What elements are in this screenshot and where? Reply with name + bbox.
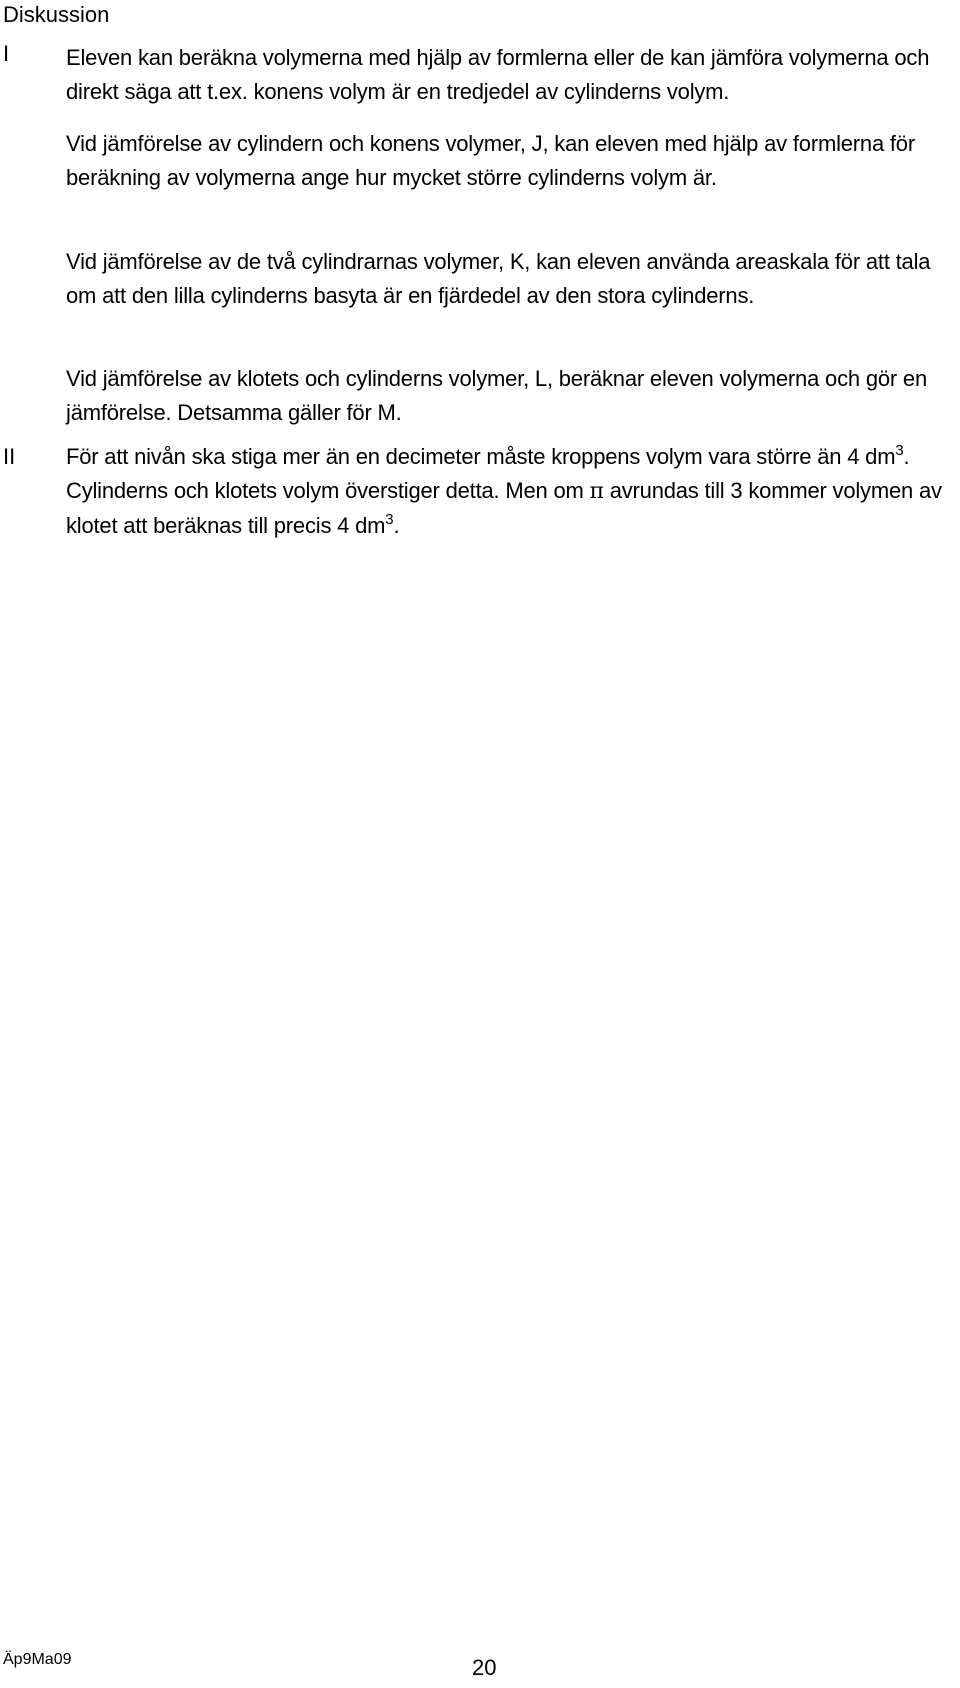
paragraph-i-3: Vid jämförelse av de två cylindrarnas volymer, K, kan eleven använda areaskala för att tala om att den lilla cylinderns basyta är en fjärdedel av den stora cylinderns. — [66, 249, 931, 308]
roman-numeral-i: I — [3, 41, 10, 66]
paragraph-ii-text-2: . Cylinderns och klotets volym överstiger detta. Men om — [66, 444, 910, 503]
page-number: 20 — [472, 1655, 497, 1680]
paragraph-i-2: Vid jämförelse av cylindern och konens volymer, J, kan eleven med hjälp av formlerna för beräkning av volymerna ange hur mycket större cylinderns volym är. — [66, 131, 915, 190]
paragraph-ii-text-1: För att nivån ska stiga mer än en decimeter måste kroppens volym vara större än 4 dm — [66, 444, 896, 469]
superscript-cubed: 3 — [895, 442, 904, 459]
paragraph-i-4: Vid jämförelse av klotets och cylinderns volymer, L, beräknar eleven volymerna och gör en jämförelse. Detsamma gäller för M. — [66, 366, 928, 425]
paragraph-ii-text-3: avrundas till 3 kommer volymen av klotet att beräknas till precis 4 dm — [66, 478, 942, 538]
section-heading: Diskussion — [3, 2, 110, 27]
paragraph-ii-text-4: . — [393, 513, 400, 538]
roman-numeral-ii: II — [3, 444, 16, 469]
document-code: Äp9Ma09 — [3, 1651, 72, 1668]
paragraph-ii — [66, 440, 956, 543]
paragraph-i-1: Eleven kan beräkna volymerna med hjälp av formlerna eller de kan jämföra volymerna och direkt säga att t.ex. konens volym är en tredjedel av cylinderns volym. — [66, 45, 930, 104]
pi-symbol: π — [589, 479, 604, 504]
superscript-cubed: 3 — [385, 511, 394, 528]
